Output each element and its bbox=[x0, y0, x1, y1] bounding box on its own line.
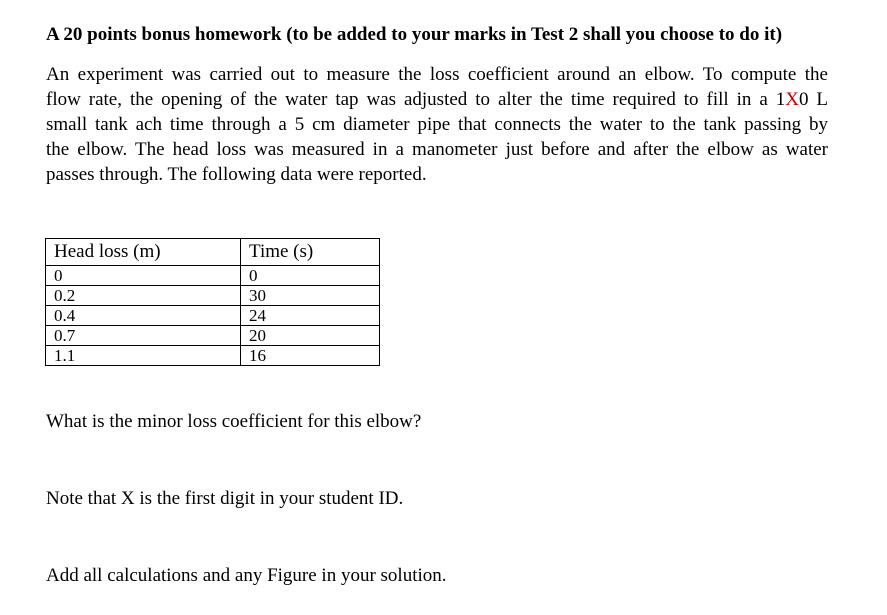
table-row bbox=[46, 326, 380, 346]
table-header-row bbox=[46, 239, 380, 266]
description-line-4: the elbow. The head loss was measured in a manometer just before and after the elbow as water bbox=[46, 139, 828, 160]
header-time: Time (s) bbox=[241, 239, 380, 266]
cell-head-loss: 0 bbox=[46, 266, 241, 286]
student-id-note: Note that X is the first digit in your student ID. bbox=[46, 488, 404, 509]
highlighted-digit-x: X bbox=[785, 89, 799, 110]
cell-head-loss: 0.4 bbox=[46, 306, 241, 326]
homework-title: A 20 points bonus homework (to be added to your marks in Test 2 shall you choose to do it) bbox=[46, 24, 783, 45]
cell-time: 20 bbox=[241, 326, 380, 346]
description-line-2 bbox=[46, 87, 828, 112]
cell-head-loss: 0.2 bbox=[46, 286, 241, 306]
cell-time: 16 bbox=[241, 346, 380, 366]
table-row bbox=[46, 286, 380, 306]
problem-description bbox=[46, 62, 828, 187]
cell-time: 30 bbox=[241, 286, 380, 306]
description-line-5: passes through. The following data were reported. bbox=[46, 164, 427, 185]
line-2-text-end: 0 L bbox=[798, 89, 829, 110]
line-2-text-start: flow rate, the opening of the water tap was adjusted to alter the time required to fill in a 1 bbox=[46, 89, 786, 110]
table-row bbox=[46, 346, 380, 366]
table-row bbox=[46, 266, 380, 286]
header-head-loss: Head loss (m) bbox=[46, 239, 241, 266]
cell-time: 24 bbox=[241, 306, 380, 326]
cell-head-loss: 0.7 bbox=[46, 326, 241, 346]
table-row bbox=[46, 306, 380, 326]
data-table bbox=[45, 238, 380, 366]
description-line-1: An experiment was carried out to measure the loss coefficient around an elbow. To compute the bbox=[46, 64, 828, 85]
question-text: What is the minor loss coefficient for this elbow? bbox=[46, 411, 422, 432]
cell-time: 0 bbox=[241, 266, 380, 286]
solution-instruction: Add all calculations and any Figure in your solution. bbox=[46, 565, 447, 586]
cell-head-loss: 1.1 bbox=[46, 346, 241, 366]
description-line-3: small tank ach time through a 5 cm diameter pipe that connects the water to the tank passing by bbox=[46, 114, 828, 135]
